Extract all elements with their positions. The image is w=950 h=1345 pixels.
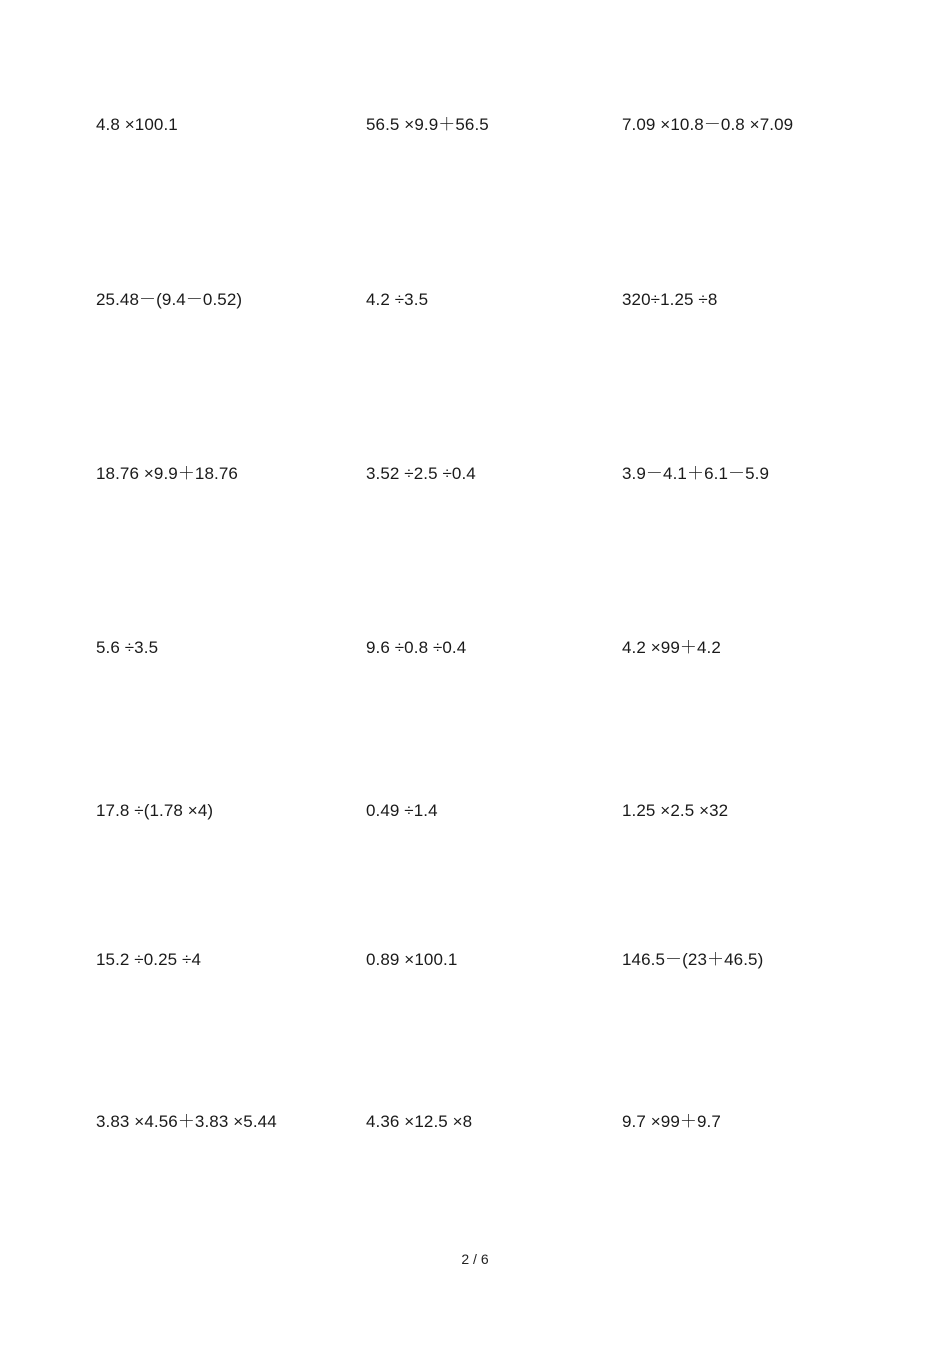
- problem-r2-c3: 320÷1.25 ÷8: [622, 290, 718, 309]
- problem-r1-c3: 7.09 ×10.8－0.8 ×7.09: [622, 115, 794, 134]
- problem-r2-c2: 4.2 ÷3.5: [366, 290, 429, 309]
- problem-r1-c2: 56.5 ×9.9＋56.5: [366, 115, 489, 134]
- problem-r5-c1: 17.8 ÷(1.78 ×4): [96, 801, 214, 820]
- problem-r3-c2: 3.52 ÷2.5 ÷0.4: [366, 464, 476, 483]
- page-number: 2 / 6: [461, 1251, 489, 1267]
- problem-r1-c1: 4.8 ×100.1: [96, 115, 178, 134]
- problem-r5-c3: 1.25 ×2.5 ×32: [622, 801, 729, 820]
- problem-r7-c2: 4.36 ×12.5 ×8: [366, 1112, 473, 1131]
- problem-r2-c1: 25.48－(9.4－0.52): [96, 290, 243, 309]
- problem-r4-c1: 5.6 ÷3.5: [96, 638, 159, 657]
- problem-r5-c2: 0.49 ÷1.4: [366, 801, 438, 820]
- problem-r7-c3: 9.7 ×99＋9.7: [622, 1112, 721, 1131]
- problem-r4-c2: 9.6 ÷0.8 ÷0.4: [366, 638, 467, 657]
- problem-r4-c3: 4.2 ×99＋4.2: [622, 638, 721, 657]
- problem-r6-c1: 15.2 ÷0.25 ÷4: [96, 950, 202, 969]
- problem-r6-c3: 146.5－(23＋46.5): [622, 950, 764, 969]
- problem-r3-c1: 18.76 ×9.9＋18.76: [96, 464, 238, 483]
- problem-r3-c3: 3.9－4.1＋6.1－5.9: [622, 464, 770, 483]
- problem-r7-c1: 3.83 ×4.56＋3.83 ×5.44: [96, 1112, 277, 1131]
- problem-r6-c2: 0.89 ×100.1: [366, 950, 458, 969]
